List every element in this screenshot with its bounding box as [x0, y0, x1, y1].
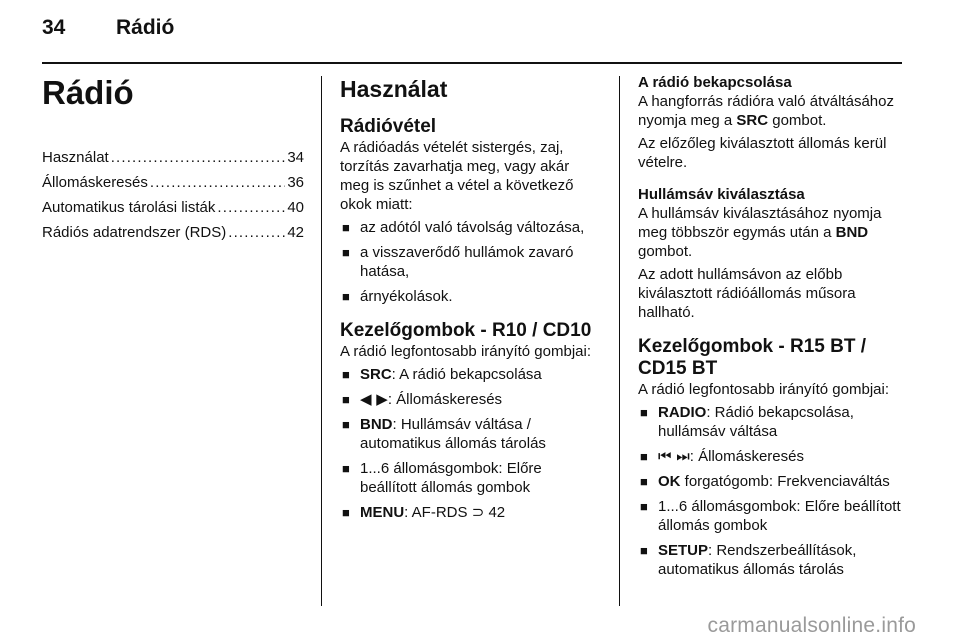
header-rule — [42, 62, 902, 64]
column-operation — [638, 74, 904, 585]
list-item: ■ az adótól való távolság változása, — [340, 218, 602, 237]
toc-entry-page: 34 — [287, 149, 304, 166]
key-description: forgatógomb: Frekvenciaváltás — [680, 473, 890, 490]
toc-leader — [150, 173, 285, 192]
toc-leader — [111, 148, 286, 167]
key-label: SETUP — [658, 542, 709, 559]
list-item — [638, 541, 904, 579]
toc-entry-label: Rádiós adatrendszer (RDS) — [42, 224, 227, 241]
key-description: 1...6 állomásgombok: Előre beállított állomás gombok — [360, 460, 542, 496]
toc-entry-label: Automatikus tárolási listák — [42, 199, 216, 216]
watermark: carmanualsonline.info — [707, 614, 916, 637]
toc-entry[interactable] — [42, 173, 304, 192]
toc-entry[interactable] — [42, 198, 304, 217]
radio-on-note: Az előzőleg kiválasztott állomás kerül vételre. — [638, 135, 887, 171]
radio-on-heading: A rádió bekapcsolása — [638, 74, 792, 91]
column-toc — [42, 74, 304, 248]
subsection-heading: Rádióvétel — [340, 116, 437, 137]
text-run: A hangforrás rádióra való átváltásához nyomja meg a — [638, 93, 894, 129]
key-label: OK — [658, 473, 681, 490]
toc-leader — [228, 223, 285, 242]
page-reference-icon: ⊃ — [471, 503, 485, 521]
list-item: ■ árnyékolások. — [340, 287, 602, 306]
reception-intro: A rádióadás vételét sistergés, zaj, torzítás zavarhatja meg, vagy akár meg is szűnhet a vétel a következő okok miatt: — [340, 139, 574, 213]
key-label: MENU — [360, 504, 405, 521]
column-divider-1 — [321, 76, 322, 606]
toc-leader — [217, 198, 285, 217]
key-description: : AF-RDS — [404, 504, 468, 521]
text-run: gombot. — [768, 112, 827, 129]
key-label: BND — [835, 224, 869, 241]
seek-arrows-icon: ◀ ▶ — [360, 390, 388, 408]
toc-entry-label: Használat — [42, 149, 109, 166]
list-item — [340, 503, 602, 522]
key-description: : Állomáskeresés — [689, 448, 804, 465]
band-heading: Hullámsáv kiválasztása — [638, 186, 805, 203]
band-text — [638, 204, 904, 261]
toc-entry-page: 42 — [287, 224, 304, 241]
key-description: 1...6 állomásgombok: Előre beállított állomás gombok — [658, 498, 901, 534]
controls-intro: A rádió legfontosabb irányító gombjai: — [340, 343, 591, 360]
page-reference[interactable]: 42 — [488, 504, 506, 521]
controls-heading: Kezelőgombok - R15 BT / CD15 BT — [638, 336, 867, 379]
key-label: RADIO — [658, 404, 707, 421]
header-section-title: Rádió — [116, 16, 175, 39]
list-item — [638, 403, 904, 441]
controls-heading: Kezelőgombok - R10 / CD10 — [340, 320, 592, 341]
key-label: BND — [360, 416, 393, 433]
toc-entry-page: 36 — [287, 174, 304, 191]
page-number: 34 — [42, 16, 66, 39]
key-label: SRC — [360, 366, 392, 383]
list-item — [638, 497, 904, 535]
key-description: : Rendszerbeállítások, automatikus állomás tárolás — [658, 542, 857, 578]
radio-on-text — [638, 92, 904, 130]
text-run: gombot. — [638, 243, 693, 260]
toc-entry-label: Állomáskeresés — [42, 174, 148, 191]
column-usage — [340, 74, 602, 528]
list-item — [638, 447, 904, 466]
list-item — [340, 390, 602, 409]
list-item — [340, 365, 602, 384]
toc-entry[interactable] — [42, 223, 304, 242]
chapter-title: Rádió — [42, 74, 134, 111]
key-description: : Hullámsáv váltása / automatikus állomás tárolás — [360, 416, 546, 452]
text-run: A hullámsáv kiválasztásához nyomja meg többször egymás után a — [638, 205, 882, 241]
list-item — [340, 415, 602, 453]
section-heading: Használat — [340, 76, 448, 102]
causes-list — [340, 218, 602, 306]
toc-entry-page: 40 — [287, 199, 304, 216]
controls-list — [340, 365, 602, 522]
list-item: ■ a visszaverődő hullámok zavaró hatása, — [340, 243, 602, 281]
toc-entry[interactable] — [42, 148, 304, 167]
key-description: : Rádió bekapcsolása, hullámsáv váltása — [658, 404, 854, 440]
key-description: : A rádió bekapcsolása — [391, 366, 542, 383]
column-divider-2 — [619, 76, 620, 606]
controls-intro: A rádió legfontosabb irányító gombjai: — [638, 381, 889, 398]
controls-list — [638, 403, 904, 579]
list-item — [638, 472, 904, 491]
band-note: Az adott hullámsávon az előbb kiválasztott rádióállomás műsora hallható. — [638, 266, 856, 321]
key-description: : Állomáskeresés — [387, 391, 503, 408]
list-item — [340, 459, 602, 497]
key-label: SRC — [736, 112, 769, 129]
skip-track-icon: ⏮ ⏭ — [658, 447, 690, 465]
